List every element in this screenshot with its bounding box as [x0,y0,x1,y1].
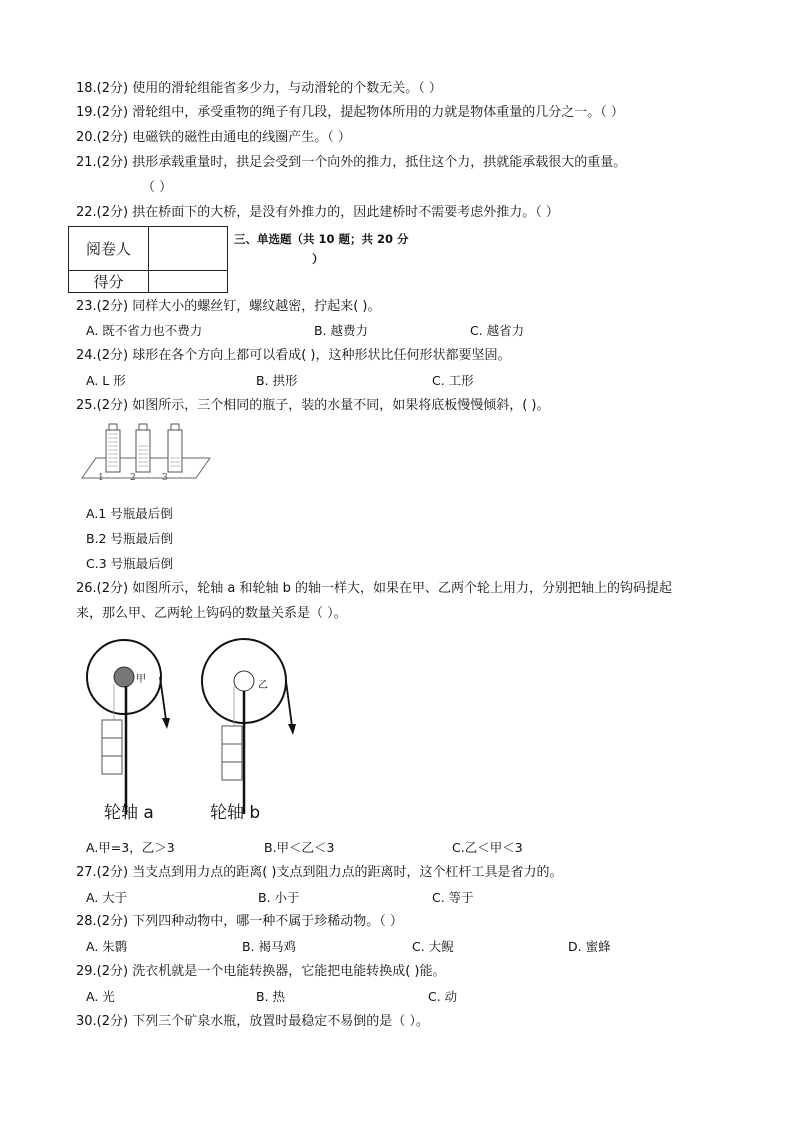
question-30: 30.(2分) 下列三个矿泉水瓶，放置时最稳定不易倒的是（ ）。 [76,1014,429,1029]
bottle-3 [168,424,182,472]
q24-option-b: B. 拱形 [256,373,298,388]
q25-option-b: B.2 号瓶最后倒 [86,531,173,546]
q27-option-b: B. 小于 [258,890,300,905]
question-21-blank: （ ） [142,180,173,195]
wheel-b-caption: 轮轴 b [210,803,261,823]
bottle-label-2: 2 [130,473,136,483]
question-23: 23.(2分) 同样大小的螺丝钉，螺纹越密，拧起来( )。 [76,299,381,314]
q28-option-b: B. 褐马鸡 [242,939,297,954]
q25-option-a: A.1 号瓶最后倒 [86,506,173,521]
reviewer-cell [149,227,227,271]
wheel-a-mark: 甲 [136,674,146,685]
question-20: 20.(2分) 电磁铁的磁性由通电的线圈产生。（ ） [76,130,351,145]
q29-option-a: A. 光 [86,989,115,1004]
score-label: 得分 [69,271,149,292]
bottle-2 [136,424,150,472]
q26-option-c: C.乙＜甲＜3 [452,840,523,855]
reviewer-label: 阅卷人 [69,227,149,271]
q29-option-c: C. 动 [428,989,458,1004]
question-28: 28.(2分) 下列四种动物中，哪一种不属于珍稀动物。（ ） [76,914,403,929]
q23-option-b: B. 越费力 [314,323,369,338]
q23-option-c: C. 越省力 [470,323,525,338]
question-26-line-2: 来，那么甲、乙两轮上钩码的数量关系是（ ）。 [76,606,347,621]
question-25: 25.(2分) 如图所示，三个相同的瓶子，装的水量不同，如果将底板慢慢倾斜，( )。 [76,398,550,413]
q24-option-a: A. L 形 [86,373,126,388]
wheel-a-caption: 轮轴 a [104,803,154,823]
question-19: 19.(2分) 滑轮组中，承受重物的绳子有几段，提起物体所用的力就是物体重量的几分之一。（ ） [76,105,624,120]
section-heading: 三、单选题（共 10 题；共 20 分 [234,232,409,246]
question-26-line-1: 26.(2分) 如图所示，轮轴 a 和轮轴 b 的轴一样大，如果在甲、乙两个轮上用力，分别把轴上的钩码提起 [76,581,672,596]
q28-option-c: C. 大鲵 [412,939,454,954]
score-cell [149,271,227,292]
question-27: 27.(2分) 当支点到用力点的距离( )支点到阻力点的距离时，这个杠杆工具是省力的。 [76,865,563,880]
q28-option-d: D. 蜜蜂 [568,939,611,954]
question-18: 18.(2分) 使用的滑轮组能省多少力，与动滑轮的个数无关。（ ） [76,81,442,96]
bottle-1 [106,424,120,472]
q28-option-a: A. 朱鹮 [86,939,128,954]
bottle-label-3: 3 [162,473,168,483]
grader-table [68,226,228,293]
question-24: 24.(2分) 球形在各个方向上都可以看成( )，这种形状比任何形状都要坚固。 [76,348,511,363]
bottle-label-1: 1 [98,473,104,483]
wheel-axle-a [87,640,170,814]
question-22: 22.(2分) 拱在桥面下的大桥，是没有外推力的，因此建桥时不需要考虑外推力。（ ） [76,205,559,220]
bottles-figure [76,420,214,484]
q29-option-b: B. 热 [256,989,286,1004]
q27-option-c: C. 等于 [432,890,474,905]
q27-option-a: A. 大于 [86,890,128,905]
question-21: 21.(2分) 拱形承载重量时，拱足会受到一个向外的推力，抵住这个力，拱就能承载很大的重量。 [76,155,627,170]
q26-option-a: A.甲=3，乙＞3 [86,840,175,855]
q24-option-c: C. 工形 [432,373,474,388]
question-29: 29.(2分) 洗衣机就是一个电能转换器，它能把电能转换成( )能。 [76,964,446,979]
q23-option-a: A. 既不省力也不费力 [86,323,203,338]
q25-option-c: C.3 号瓶最后倒 [86,556,174,571]
wheel-b-mark: 乙 [258,680,268,691]
q26-option-b: B.甲＜乙＜3 [264,840,335,855]
wheel-axle-b [202,639,296,814]
section-heading-close: ） [312,252,324,266]
